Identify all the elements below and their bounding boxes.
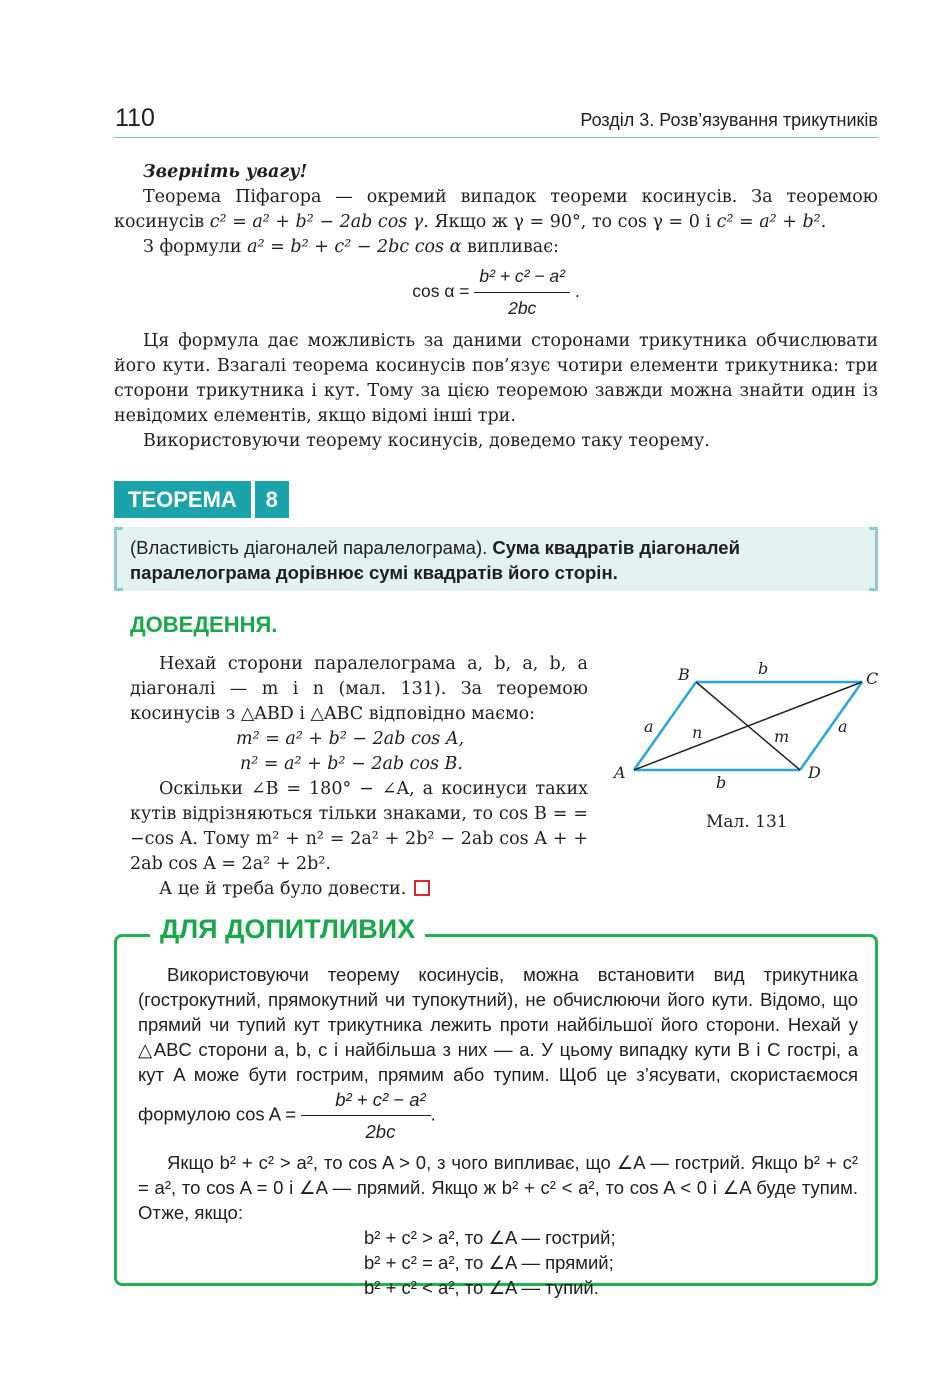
vertex-label-D: D	[808, 763, 821, 782]
proof-paragraph-1: Нехай сторони паралелограма a, b, a, b, а діагоналі — m і n (мал. 131). За теоремою косинусів з △ABD і △ABC відповідно маємо:	[130, 654, 588, 724]
theorem-box	[114, 527, 878, 591]
case-acute: b² + c² > a², то ∠A — гострий;	[364, 1227, 616, 1248]
fraction-numerator: b² + c² − a²	[301, 1087, 430, 1116]
vertex-label-B: B	[678, 665, 690, 684]
proof-equation-2: n² = a² + b² − 2ab cos B.	[240, 754, 463, 774]
cos-alpha-formula: cos α = $\frac{\text{b² + c² − a²}}{2bc}$ .	[114, 264, 878, 321]
vertex-label-C: C	[866, 669, 879, 688]
formula-cosine-law: c² = a² + b² − 2ab cos γ	[209, 212, 424, 232]
side-label-right: a	[838, 717, 848, 736]
diagonal-label-n: n	[692, 723, 703, 742]
fraction-numerator: b² + c² − a²	[474, 264, 570, 293]
side-label-bottom: b	[716, 773, 727, 792]
theorem-label	[114, 481, 289, 518]
note-paragraph-4: Використовуючи теорему косинусів, доведемо таку теорему.	[143, 431, 710, 451]
formula-pythagoras: c² = a² + b²	[716, 212, 821, 232]
proof-conclusion: А це й треба було довести.	[130, 877, 588, 902]
note-paragraph-2: З формули a² = b² + c² − 2bc cos α випливає:	[143, 237, 559, 257]
running-title: Розділ 3. Розв’язування трикутників	[580, 110, 878, 130]
note-section	[114, 160, 878, 454]
curious-title: ДЛЯ ДОПИТЛИВИХ	[150, 914, 425, 945]
theorem-number: 8	[255, 481, 289, 518]
qed-square-icon	[414, 880, 430, 896]
note-title: Зверніть увагу!	[143, 162, 308, 182]
formula-a-squared: a² = b² + c² − 2bc cos α	[247, 237, 462, 257]
side-CD	[800, 682, 862, 770]
proof-title: ДОВЕДЕННЯ.	[130, 612, 278, 637]
diagonal-label-m: m	[774, 727, 790, 746]
cos-a-label: cos A =	[235, 1103, 302, 1125]
vertex-label-A: A	[614, 763, 626, 782]
case-right: b² + c² = a², то ∠A — прямий;	[364, 1252, 614, 1273]
proof-body	[130, 652, 588, 902]
bracket-left	[114, 527, 123, 591]
diagonal-BD	[696, 682, 800, 770]
case-obtuse: b² + c² < a², то ∠A — тупий.	[364, 1277, 599, 1298]
proof-equation-1: m² = a² + b² − 2ab cos A,	[236, 729, 465, 749]
theorem-word: ТЕОРЕМА	[114, 481, 251, 518]
theorem-statement: (Властивість діагоналей паралелограма). Сума квадратів діагоналей паралелограма дорівнює сумі квадратів його сторін.	[130, 537, 740, 583]
curious-body	[138, 962, 858, 1300]
note-paragraph-1: Теорема Піфагора — окремий випадок теореми косинусів. За теоремою косинусів c² = a² + b² − 2ab cos γ. Якщо ж γ = 90°, то cos γ = 0 і c² = a² + b².	[114, 187, 878, 232]
side-label-top: b	[758, 659, 769, 678]
parallelogram-figure	[606, 658, 886, 798]
curious-paragraph-2: Якщо b² + c² > a², то cos A > 0, з чого випливає, що ∠A — гострий. Якщо b² + c² = a², то cos A = 0 і ∠A — прямий. Якщо ж b² + c² < a², то cos A < 0 і ∠A буде тупим. Отже, якщо:	[138, 1152, 858, 1223]
proof-paragraph-2: Оскільки ∠B = 180° − ∠A, а косинуси таких кутів відрізняються тільки знаками, то cos B = = −cos A. Тому m² + n² = 2a² + 2b² − 2ab cos A + + 2ab cos A = 2a² + 2b².	[130, 779, 588, 874]
note-paragraph-3: Ця формула дає можливість за даними сторонами трикутника обчислювати його кути. Взагалі теорема косинусів пов’язує чотири елементи трикутника: три сторони трикутника і кут. Тому за цією теоремою завжди можна знайти один із невідомих елементів, якщо відомі інші три.	[114, 331, 878, 426]
bracket-right	[869, 527, 878, 591]
fraction-denominator: 2bc	[365, 1121, 396, 1142]
header-rule	[114, 137, 878, 138]
page-number: 110	[115, 104, 155, 132]
side-label-left: a	[644, 717, 654, 736]
fraction-denominator: 2bc	[508, 298, 537, 318]
figure-caption: Мал. 131	[706, 812, 788, 832]
curious-paragraph-1: Використовуючи теорему косинусів, можна встановити вид трикутника (гострокутний, прямокутний чи тупокутний), не обчислюючи його кути. Відомо, що прямий чи тупий кут трикутника лежить проти найбільшої його сторони. Нехай у △ABC сторони a, b, c і найбільша з них — a. У цьому випадку кути B і C гострі, а кут A може бути гострим, прямим або тупим. Щоб це з’ясувати, скористаємося формулою cos A = $\frac{\text{b² + c² − a²}}{2bc}$ .	[138, 964, 858, 1142]
